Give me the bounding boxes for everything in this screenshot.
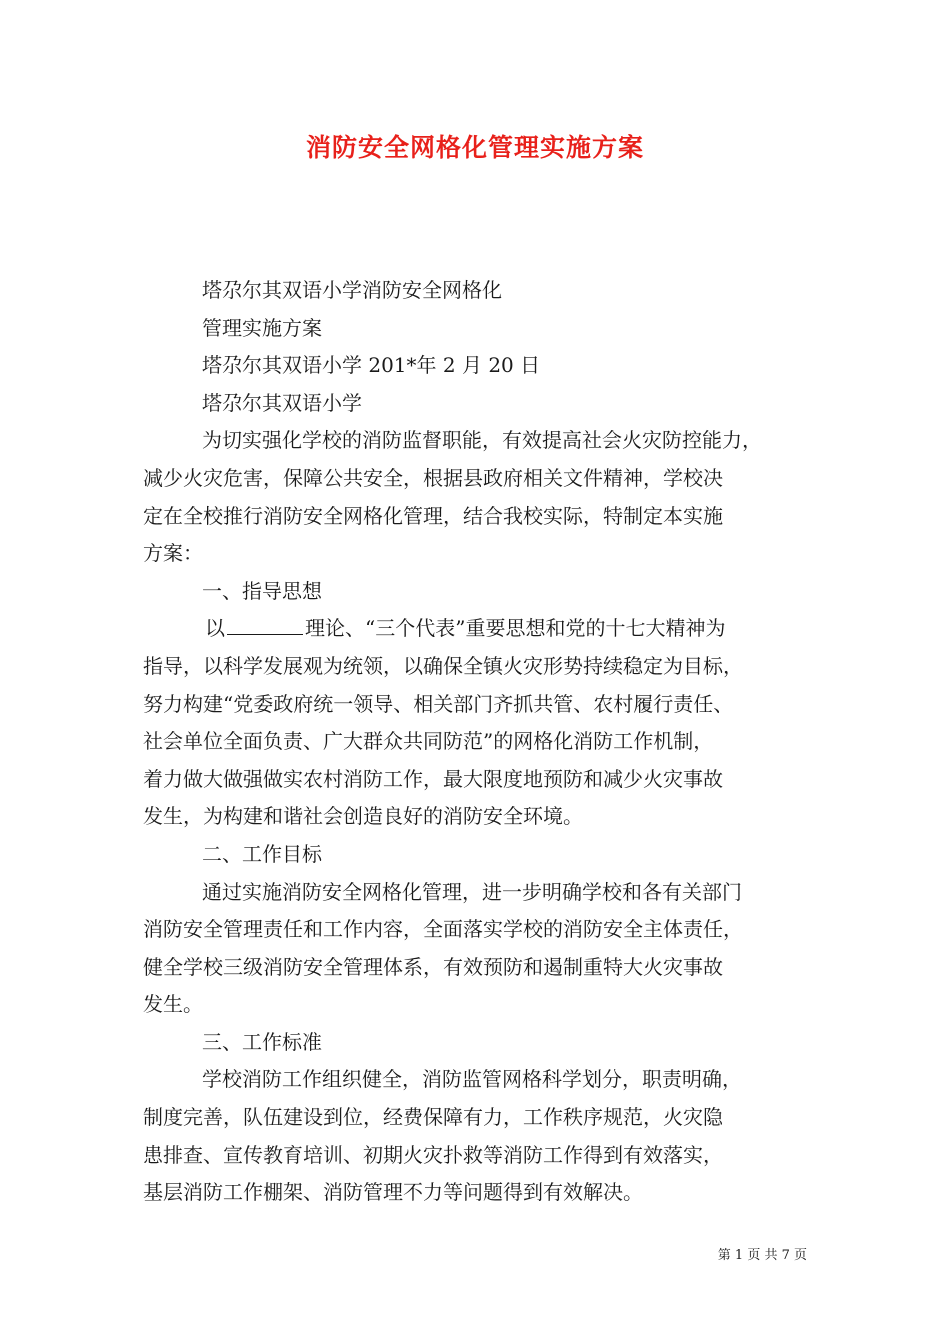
paragraph-line: 方案： <box>143 541 203 566</box>
paragraph-line <box>143 610 813 648</box>
paragraph-line: 基层消防工作棚架、消防管理不力等问题得到有效解决。 <box>143 1180 643 1205</box>
header-line: 塔尕尔其双语小学 <box>202 390 362 415</box>
paragraph-line: 健全学校三级消防安全管理体系，有效预防和遏制重特大火灾事故 <box>143 954 723 979</box>
document-body <box>143 272 813 1212</box>
paragraph-line: 努力构建“党委政府统一领导、相关部门齐抓共管、农村履行责任、 <box>143 691 734 716</box>
text-fragment: 以 <box>205 616 225 641</box>
paragraph-line: 着力做大做强做实农村消防工作，最大限度地预防和减少火灾事故 <box>143 766 723 791</box>
blank-underline <box>227 612 303 635</box>
header-line: 塔尕尔其双语小学消防安全网格化 <box>202 278 502 302</box>
paragraph-line: 社会单位全面负责、广大群众共同防范”的网格化消防工作机制， <box>143 729 714 754</box>
paragraph-line: 减少火灾危害，保障公共安全，根据县政府相关文件精神，学校决 <box>143 465 723 490</box>
header-line: 管理实施方案 <box>202 315 322 340</box>
text-fragment: 理论、“三个代表”重要思想和党的十七大精神为 <box>305 616 726 641</box>
paragraph-line: 制度完善，队伍建设到位，经费保障有力，工作秩序规范，火灾隐 <box>143 1105 723 1130</box>
paragraph-line: 消防安全管理责任和工作内容，全面落实学校的消防安全主体责任， <box>143 917 743 942</box>
document-title: 消防安全网格化管理实施方案 <box>305 133 644 162</box>
header-line: 塔尕尔其双语小学 201*年 2 月 20 日 <box>202 353 541 378</box>
section-heading: 一、指导思想 <box>202 578 322 603</box>
paragraph-line: 发生。 <box>143 992 203 1017</box>
paragraph-line: 学校消防工作组织健全，消防监管网格科学划分，职责明确， <box>202 1067 742 1092</box>
section-heading: 三、工作标准 <box>202 1029 322 1054</box>
paragraph-line: 发生，为构建和谐社会创造良好的消防安全环境。 <box>143 804 583 829</box>
paragraph-line: 患排查、宣传教育培训、初期火灾扑救等消防工作得到有效落实， <box>143 1142 723 1167</box>
page-number-footer: 第 1 页 共 7 页 <box>717 1248 807 1263</box>
paragraph-line: 通过实施消防安全网格化管理，进一步明确学校和各有关部门 <box>202 879 742 904</box>
paragraph-line: 为切实强化学校的消防监督职能，有效提高社会火灾防控能力， <box>202 428 762 453</box>
paragraph-line: 指导，以科学发展观为统领，以确保全镇火灾形势持续稳定为目标， <box>143 653 743 678</box>
paragraph-line: 定在全校推行消防安全网格化管理，结合我校实际，特制定本实施 <box>143 503 723 528</box>
section-heading: 二、工作目标 <box>202 841 322 866</box>
